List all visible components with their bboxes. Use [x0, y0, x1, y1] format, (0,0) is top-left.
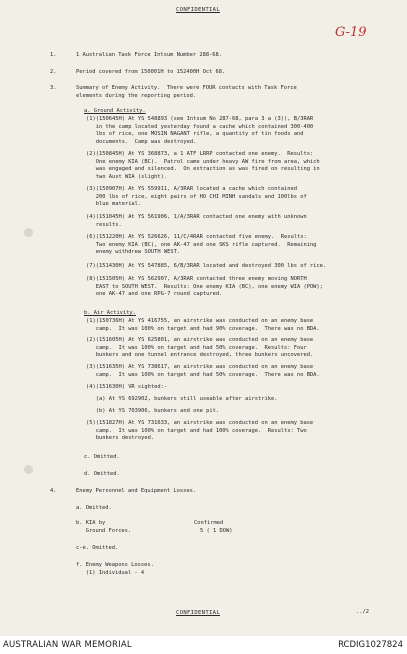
section-heading: c. Omitted.	[84, 454, 120, 460]
entry-line: (6)(151220H) At YS 526626, 11/C/4RAR contacted five enemy. Results:	[86, 234, 307, 240]
entry-line: (1)(150736H) At YS 416755, an airstrike was conducted on an enemy base	[86, 318, 314, 324]
archive-caption-bar	[0, 636, 407, 654]
item-number: 4.	[50, 488, 57, 494]
section-heading: b. Air Activity.	[84, 310, 136, 316]
item-text: Period covered from 150001H to 152400H Oct 68.	[76, 69, 226, 75]
entry-line: camp. It was 100% on target and had 100% coverage. Results: Two	[86, 427, 307, 434]
entry-line: (3)(150907H) At YS 559911, A/3RAR located a cache which contained	[86, 186, 297, 192]
entry-line: camp. It was 100% on target and had 50% coverage. Results: Four	[86, 344, 307, 351]
confirmed-label: Confirmed	[194, 520, 224, 526]
entry-line: (2)(150845H) At YS 368873, a 1 ATF LRRP contacted one enemy. Results:	[86, 151, 314, 157]
continuation-mark: ../2	[356, 609, 369, 615]
entry-line: documents. Camp was destroyed.	[86, 138, 197, 145]
item-number: 3.	[50, 85, 57, 91]
classification-header: CONFIDENTIAL	[176, 7, 221, 13]
entry-line: (4)(151045H) At YS 561906, 1/A/3RAR contacted one enemy with unknown	[86, 214, 307, 220]
entry-line: enemy withdrew SOUTH WEST.	[86, 249, 181, 255]
section-heading: a. Omitted.	[76, 505, 112, 511]
archive-name: AUSTRALIAN WAR MEMORIAL	[3, 640, 132, 650]
entry-line: in the camp located yesterday found a cache which contained 300-400	[86, 123, 314, 130]
entry-line: was engaged and silenced. On extraction as was fired on resulting in	[86, 166, 320, 172]
classification-footer: CONFIDENTIAL	[176, 610, 221, 616]
entry-line: (3)(151635H) At YS 738617, an airstrike was conducted on an enemy base	[86, 364, 314, 370]
entry-line: (a) At YS 692902, bunkers still useable after airstrike.	[86, 396, 278, 402]
entry-line: camp. It was 100% on target and had 90% coverage. There was no BDA.	[86, 325, 320, 332]
handwritten-reference: G-19	[335, 25, 367, 40]
entry-line: two Aust WIA (slight).	[86, 173, 168, 180]
entry-line: camp. It was 100% on target and had 50% coverage. There was no BDA.	[86, 371, 320, 378]
entry-line: (1) Individual - 4	[76, 569, 145, 576]
entry-line: results.	[86, 221, 122, 228]
punch-hole	[24, 465, 33, 474]
entry-line: (4)(151630H) VR sighted:-	[86, 384, 168, 390]
punch-hole	[24, 228, 33, 237]
entry-line: (2)(151605H) At YS 625801, an airstrike was conducted on an enemy base	[86, 337, 314, 343]
section-heading: b. KIA by	[76, 520, 106, 526]
entry-line: Two enemy KIA (BC), one AK-47 and one SKS rifle captured. Remaining	[86, 241, 317, 248]
item-number: 1.	[50, 52, 57, 58]
entry-line: bunkers destroyed.	[86, 435, 155, 441]
entry-line: (b) At YS 703906, bunkers and one pit.	[86, 408, 220, 414]
item-text: 1 Australian Task Force Intsum Number 288-68.	[76, 52, 223, 58]
item-text: Summary of Enemy Activity. There were FOUR contacts with Task Force	[76, 85, 297, 91]
entry-line: (7)(151430H) At YS 547885, 6/B/3RAR located and destroyed 300 lbs of rice.	[86, 263, 327, 269]
confirmed-value: 5 ( 1 DOW)	[200, 527, 233, 534]
section-heading: f. Enemy Weapons Losses.	[76, 562, 154, 568]
item-text: elements during the reporting period.	[76, 92, 197, 99]
entry-line: bunkers and one tunnel entrance destroyed, three bunkers uncovered.	[86, 352, 314, 358]
entry-line: 200 lbs of rice, eight pairs of HO CHI MINH sandals and 100lbs of	[86, 193, 307, 200]
section-subheading: Ground Forces.	[76, 527, 132, 534]
entry-line: EAST to SOUTH WEST. Results: One enemy KIA (BC), one enemy WIA (POW);	[86, 283, 323, 290]
entry-line: one AK-47 and one RPG-7 round captured.	[86, 291, 223, 297]
entry-line: (8)(151505H) At YS 562907, A/3RAR contacted three enemy moving NORTH	[86, 276, 307, 282]
entry-line: One enemy KIA (BC). Patrol came under heavy AW fire from area, which	[86, 158, 320, 165]
section-heading: d. Omitted.	[84, 471, 120, 477]
item-text: Enemy Personnel and Equipment Losses.	[76, 488, 197, 494]
section-heading: a. Ground Activity.	[84, 108, 146, 114]
section-heading: c-e. Omitted.	[76, 545, 119, 551]
archive-reference: RCDIG1027824	[338, 640, 403, 650]
entry-line: (5)(151827H) At YS 731633, an airstrike was conducted on an enemy base	[86, 420, 314, 426]
entry-line: (1)(150645H) At YS 548893 (see Intsum No 287-68, para 3 a (3)), B/3RAR	[86, 116, 314, 122]
entry-line: lbs of rice, one MOSIN NAGANT rifle, a quantity of tin foods and	[86, 131, 304, 137]
item-number: 2.	[50, 69, 57, 75]
entry-line: blue material.	[86, 201, 142, 207]
